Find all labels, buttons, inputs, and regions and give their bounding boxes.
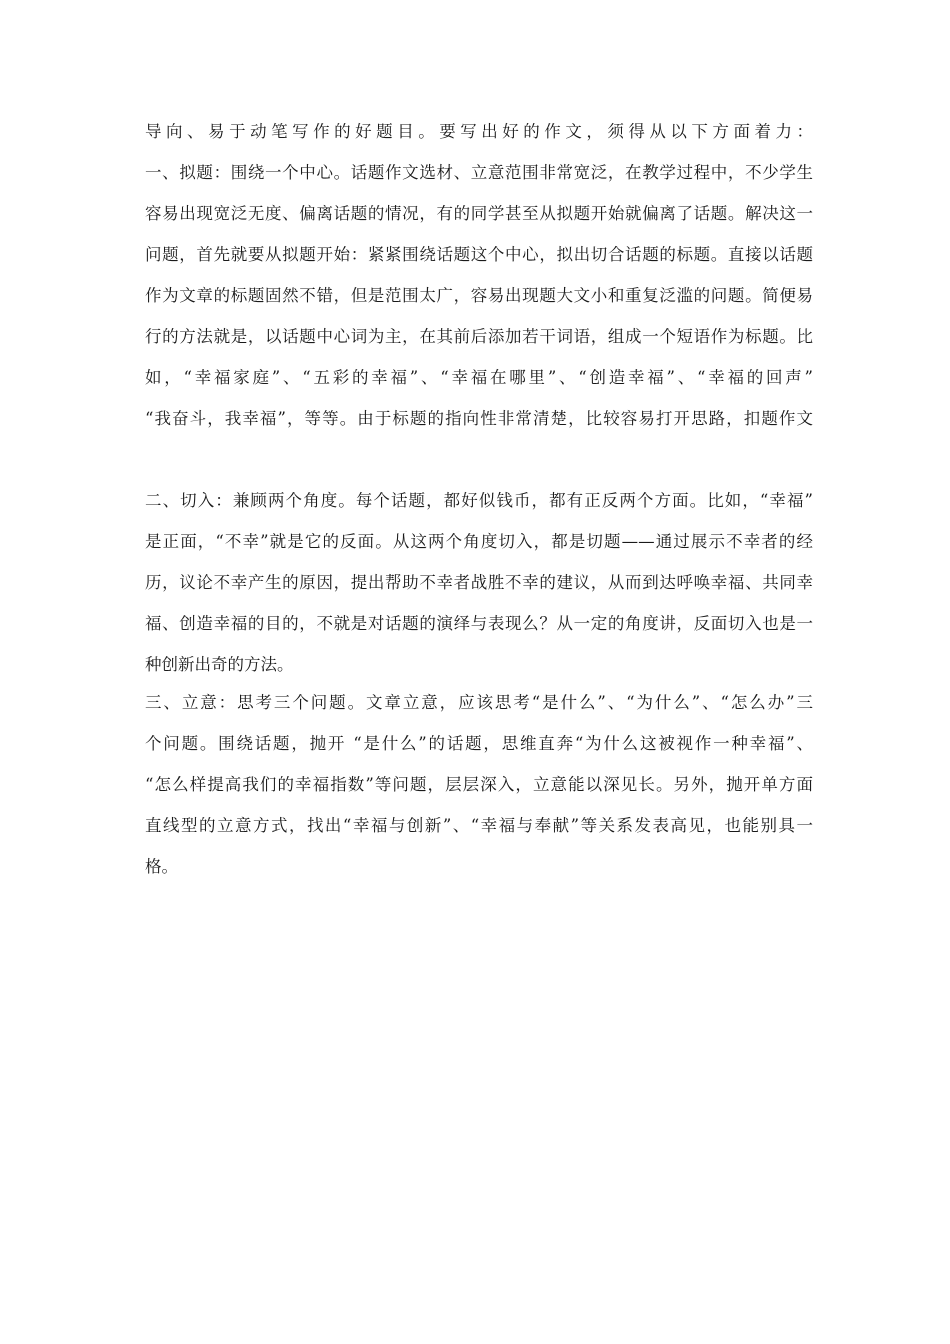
text-line: 问题，首先就要从拟题开始：紧紧围绕话题这个中心，拟出切合话题的标题。直接以话题 [145,245,813,264]
text-line: 作为文章的标题固然不错，但是范围太广，容易出现题大文小和重复泛滥的问题。简便易 [145,286,813,305]
text-line: “怎么样提高我们的幸福指数”等问题，层层深入，立意能以深见长。另外，抛开单方面 [145,775,813,794]
text-line: 是正面，“不幸”就是它的反面。从这两个角度切入，都是切题——通过展示不幸者的经 [145,532,813,551]
text-line: 直线型的立意方式，找出“幸福与创新”、“幸福与奉献”等关系发表高见，也能别具一 [145,816,813,835]
text-line: 历，议论不幸产生的原因，提出帮助不幸者战胜不幸的建议，从而到达呼唤幸福、共同幸 [145,573,813,592]
text-line: 导向、易于动笔写作的好题目。要写出好的作文，须得从以下方面着力： [145,122,813,141]
text-line: 二、切入：兼顾两个角度。每个话题，都好似钱币，都有正反两个方面。比如，“幸福” [145,491,813,510]
text-line: 行的方法就是，以话题中心词为主，在其前后添加若干词语，组成一个短语作为标题。比 [145,327,813,346]
text-line: 格。 [145,857,178,876]
text-line: 种创新出奇的方法。 [145,655,294,674]
text-line: 三、立意：思考三个问题。文章立意，应该思考“是什么”、“为什么”、“怎么办”三 [145,693,813,712]
text-line: 福、创造幸福的目的，不就是对话题的演绎与表现么？从一定的角度讲，反面切入也是一 [145,614,813,633]
text-line: 容易出现宽泛无度、偏离话题的情况，有的同学甚至从拟题开始就偏离了话题。解决这一 [145,204,813,223]
text-line: 一、拟题：围绕一个中心。话题作文选材、立意范围非常宽泛，在教学过程中，不少学生 [145,163,813,182]
text-line: 如，“幸福家庭”、“五彩的幸福”、“幸福在哪里”、“创造幸福”、“幸福的回声” [145,368,813,387]
text-line: 个问题。围绕话题，抛开 “是什么”的话题，思维直奔“为什么这被视作一种幸福”、 [145,734,813,753]
text-line: “我奋斗，我幸福”，等等。由于标题的指向性非常清楚，比较容易打开思路，扣题作文 [145,409,813,428]
